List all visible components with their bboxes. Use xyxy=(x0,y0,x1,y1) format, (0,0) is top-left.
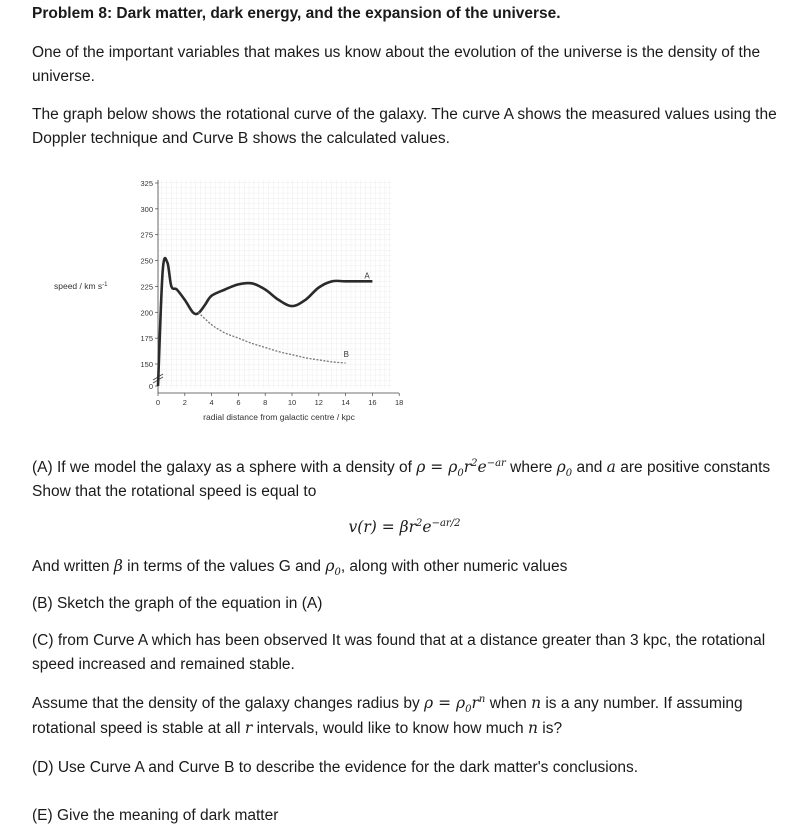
part-b-paragraph: (B) Sketch the graph of the equation in (A) xyxy=(32,595,323,612)
velocity-equation: $v(r) = \beta r^2e^{-ar/2}$ xyxy=(348,517,461,536)
part-a-paragraph xyxy=(32,455,777,504)
y-tick-label: 0 xyxy=(148,382,153,391)
y-tick-label: 225 xyxy=(140,282,153,292)
intro-paragraph: One of the important variables that makes us know about the evolution of the universe is the density of the universe. xyxy=(32,44,761,85)
part-a-rho0: $\rho_0$ xyxy=(556,458,573,480)
y-tick-label: 300 xyxy=(140,204,153,214)
curve-b-label: B xyxy=(343,349,349,359)
y-tick-label: 175 xyxy=(140,334,153,344)
curve-a-label: A xyxy=(364,271,370,281)
y-tick-label: 275 xyxy=(140,230,153,240)
beta-paragraph: And written β in terms of the values G and $\rho_0$, along with other numeric values xyxy=(32,557,568,579)
chart-grid xyxy=(158,180,391,388)
graph-intro-paragraph: The graph below shows the rotational curve of the galaxy. The curve A shows the measured values using the Doppler technique and Curve B shows the calculated values. xyxy=(32,106,777,147)
y-axis-label: speed / km $s^{-1}$ xyxy=(54,281,108,291)
x-tick-label: 8 xyxy=(263,398,268,407)
rotation-curve-chart xyxy=(50,172,420,428)
part-a-density-eq: $\rho = \rho_0r^2e^{-ar}$ xyxy=(416,457,506,480)
y-tick-label: 325 xyxy=(140,179,153,188)
x-tick-label: 0 xyxy=(155,398,161,407)
part-a-text-2: are positive constants Show that the rotational speed is equal to xyxy=(32,459,771,500)
x-tick-label: 2 xyxy=(182,398,187,407)
part-e-paragraph: (E) Give the meaning of dark matter xyxy=(32,807,279,824)
assume-density-eq: $\rho = \rho_0r^n$ xyxy=(424,693,486,716)
assume-paragraph: Assume that the density of the galaxy changes radius by $\rho = \rho_0r^n$ when n is a any number. If assuming rotational speed is stable at all r intervals, would like to know how much n is? xyxy=(32,693,743,737)
y-tick-label: 150 xyxy=(140,360,153,369)
x-tick-label: 10 xyxy=(287,398,297,407)
x-tick-label: 14 xyxy=(341,398,350,407)
x-tick-label: 16 xyxy=(368,398,377,407)
x-axis-label: radial distance from galactic centre / kpc xyxy=(203,412,355,422)
part-a-text-1: (A) If we model the galaxy as a sphere with a density of xyxy=(32,459,412,476)
y-tick-label: 250 xyxy=(140,256,153,266)
part-a-and: and xyxy=(576,459,603,476)
x-tick-label: 4 xyxy=(209,398,214,407)
part-c-paragraph: (C) from Curve A which has been observed It was found that at a distance greater than 3 kpc, the rotational speed increased and remained stable. xyxy=(32,632,766,673)
part-d-paragraph: (D) Use Curve A and Curve B to describe the evidence for the dark matter's conclusions. xyxy=(32,759,639,776)
problem-title: Problem 8: Dark matter, dark energy, and the expansion of the universe. xyxy=(32,5,561,22)
part-a-where: where xyxy=(510,459,553,476)
x-tick-label: 18 xyxy=(395,398,404,407)
y-tick-label: 200 xyxy=(140,308,153,318)
x-tick-label: 6 xyxy=(236,398,241,407)
beta-symbol: β xyxy=(113,557,123,575)
x-tick-label: 12 xyxy=(314,398,323,407)
beta-rho0: $\rho_0$ xyxy=(325,557,341,579)
part-a-a: a xyxy=(606,458,616,476)
